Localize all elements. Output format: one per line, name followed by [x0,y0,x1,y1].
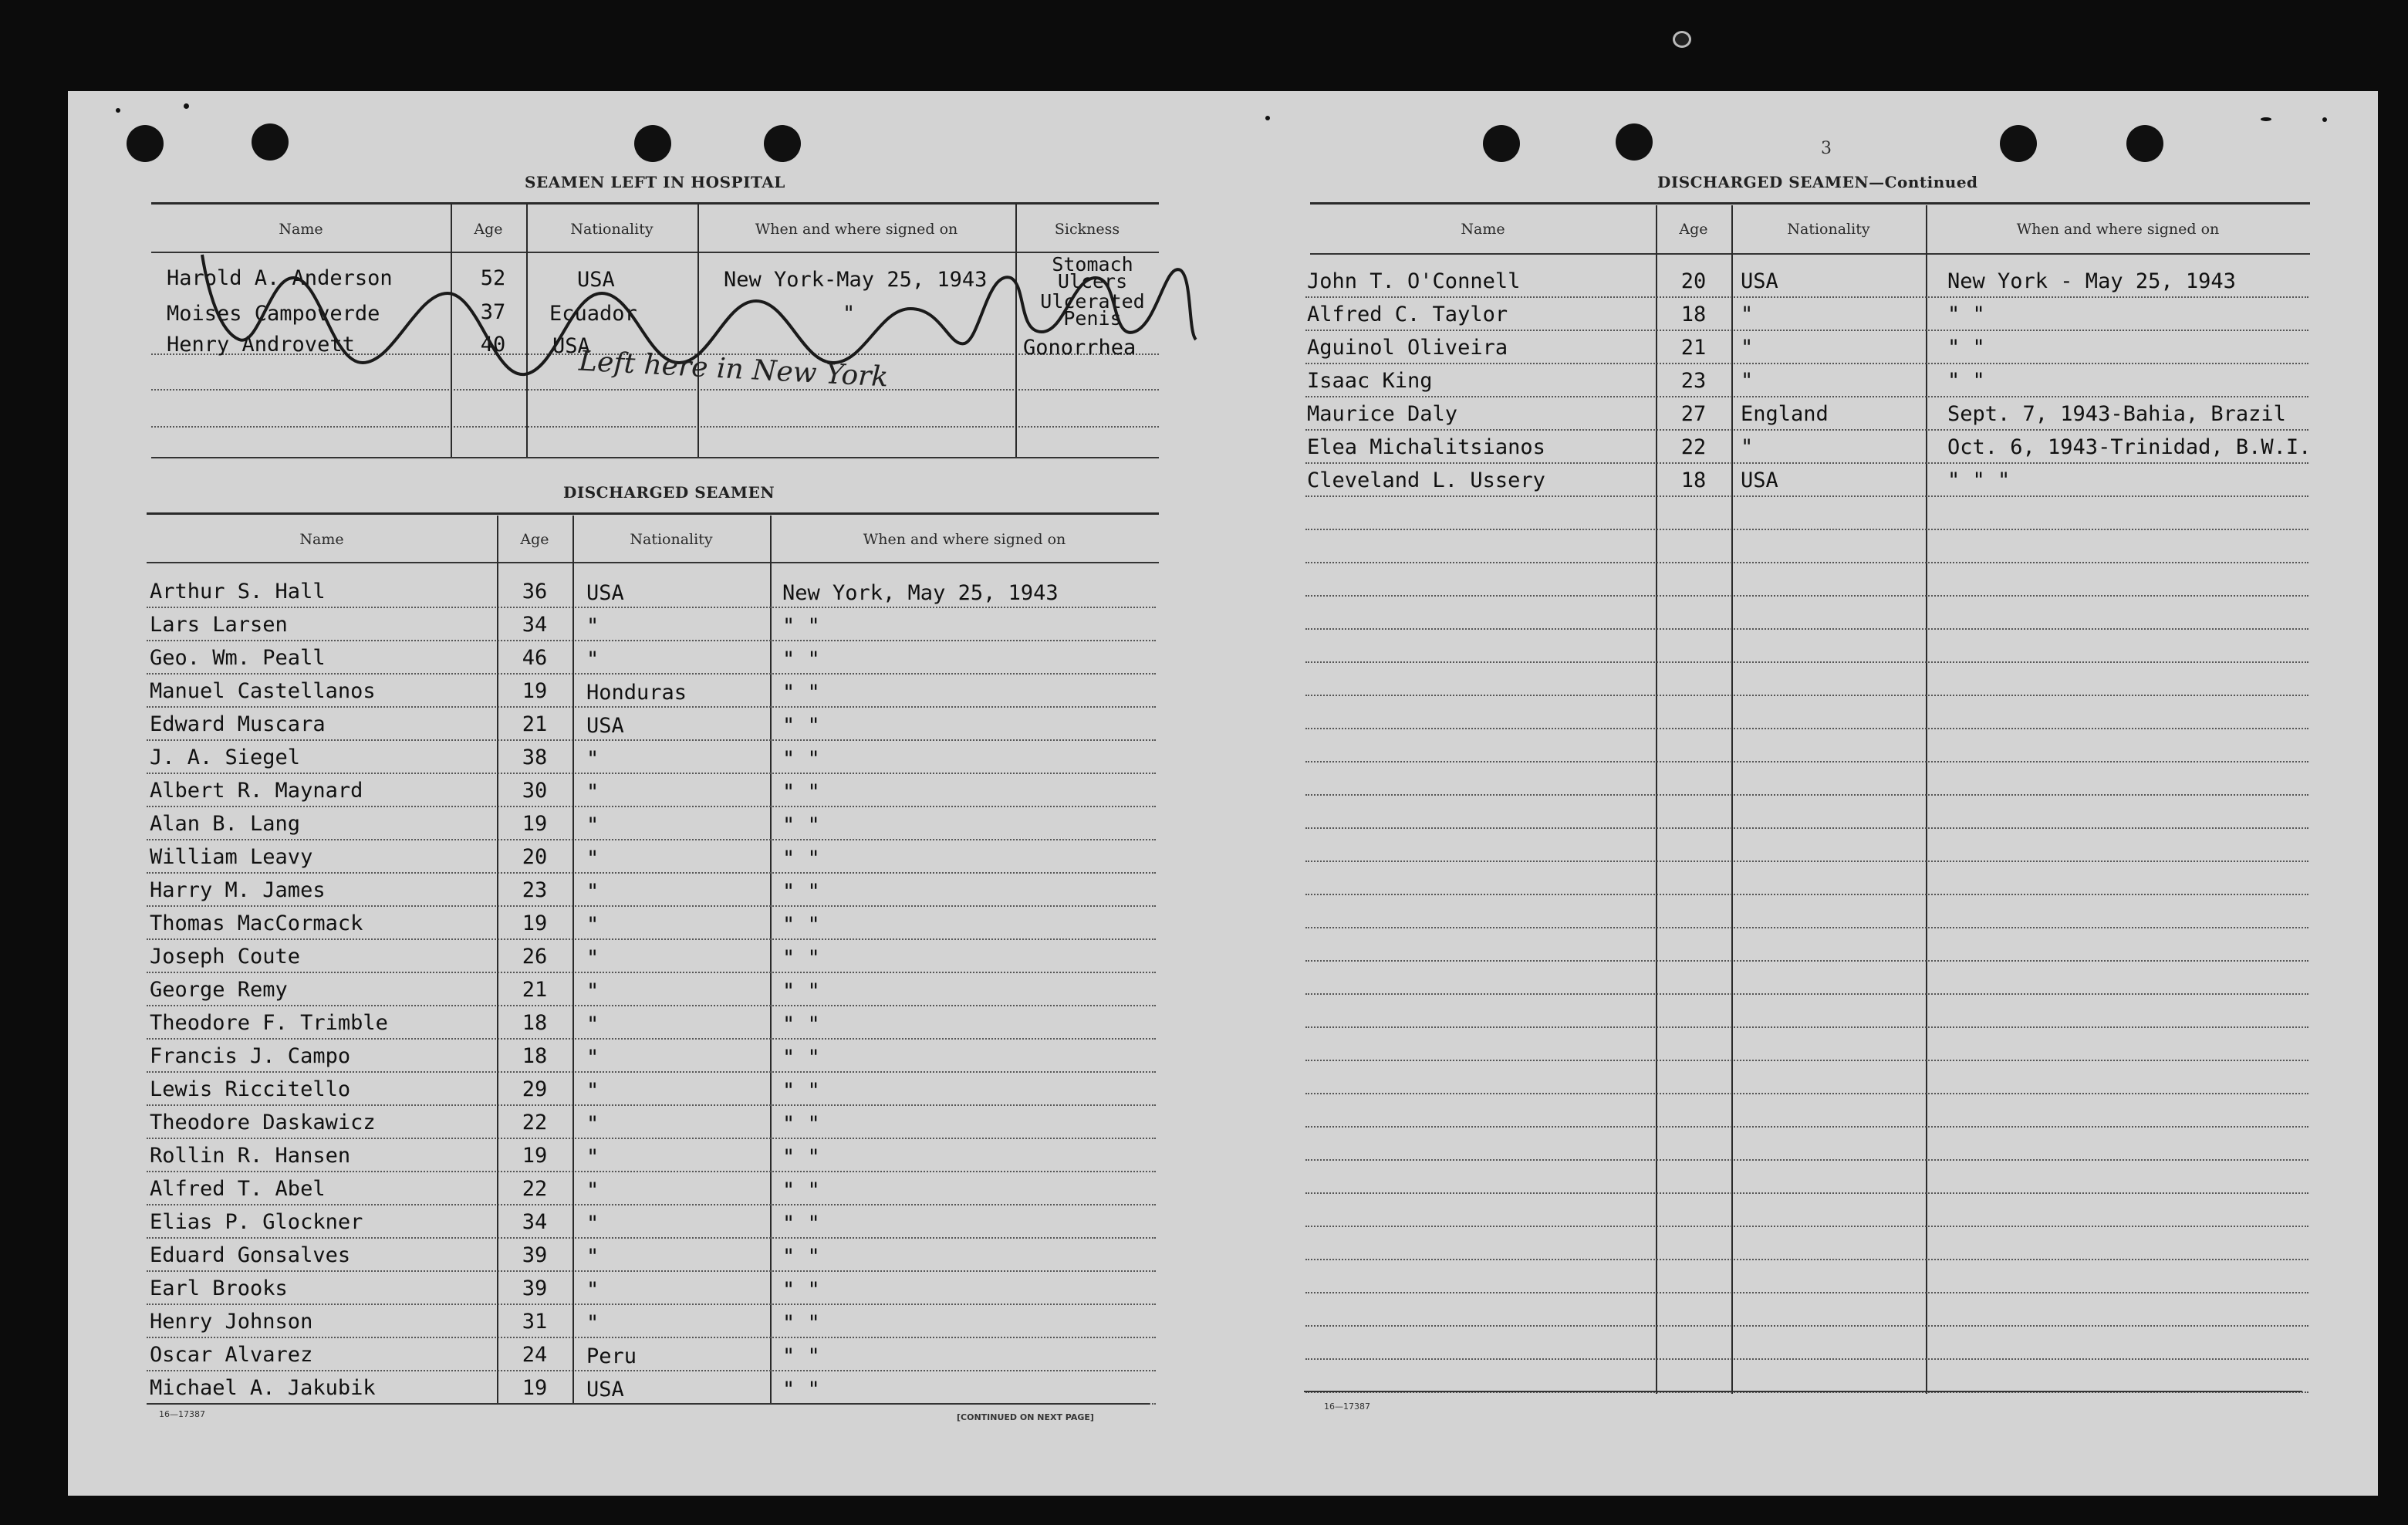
dotted-rule [147,806,1156,807]
discharged-name: Henry Johnson [150,1310,313,1334]
dotted-rule [1305,661,2308,663]
discharged-name: Eduard Gonsalves [150,1243,351,1267]
handwritten-note: Left here in New York [578,345,890,394]
dotted-rule [1305,894,2308,895]
speck [2322,117,2327,122]
dotted-rule [147,1038,1156,1040]
dotted-rule [1305,1060,2308,1061]
col-header-nationality: Nationality [630,531,713,548]
discharged-age: 22 [522,1111,548,1134]
discharged-age: 19 [522,1376,548,1400]
dotted-rule [1305,1026,2308,1028]
dotted-rule [147,872,1156,874]
discharged-name: Elias P. Glockner [150,1210,363,1234]
col-header-age: Age [520,531,549,548]
dotted-rule [147,673,1156,675]
discharged-nationality: " [586,946,599,970]
discharged-signed: " " [782,1013,820,1036]
discharged-signed: " " [782,946,820,970]
hospital-nationality: USA [552,334,590,358]
dotted-rule [1305,1226,2308,1227]
dotted-rule [1305,296,2308,298]
discharged-age: 21 [522,712,548,736]
discharged-age: 38 [522,746,548,769]
dotted-rule [1305,695,2308,696]
dotted-rule [1305,396,2308,397]
discharged-signed: New York, May 25, 1943 [782,581,1059,605]
discharged-name: Cleveland L. Ussery [1307,468,1545,492]
discharged-name: Theodore Daskawicz [150,1111,376,1134]
discharged-signed: " " [782,913,820,937]
discharged-name: George Remy [150,978,288,1002]
hospital-name: Harold A. Anderson [167,266,393,290]
punch-hole [127,125,164,162]
discharged-name: Rollin R. Hansen [150,1144,351,1168]
hospital-signed: " [843,302,856,326]
dotted-rule [1305,1292,2308,1293]
discharged-name: Lars Larsen [150,613,288,637]
discharged-nationality: " [586,880,599,904]
discharged-nationality: USA [586,1378,624,1402]
discharged-age: 22 [522,1177,548,1201]
dotted-rule [147,1270,1156,1272]
discharged-age: 31 [522,1310,548,1334]
dotted-rule [147,1138,1156,1139]
dotted-rule [1305,861,2308,862]
discharged-nationality: " [586,1046,599,1070]
discharged-age: 18 [522,1011,548,1035]
discharged-nationality: " [586,648,599,671]
discharged-name: Alan B. Lang [150,812,301,836]
discharged-nationality: " [586,747,599,771]
dotted-rule [1305,1126,2308,1128]
discharged-signed: " " [782,614,820,638]
discharged-nationality: " [586,1245,599,1269]
hospital-name: Moises Campoverde [167,302,380,326]
discharged-name: Thomas MacCormack [150,911,363,935]
rule [1310,253,2310,255]
rule [147,562,1159,563]
discharged-age: 23 [522,878,548,902]
col-header-signed: When and where signed on [755,221,958,238]
discharged-signed: " " [782,1311,820,1335]
discharged-signed: " " [782,714,820,738]
dotted-rule [1305,1192,2308,1194]
dotted-rule [147,972,1156,973]
discharged-signed: " " [782,1344,820,1368]
column-rule [1731,205,1733,1394]
punch-hole [2126,125,2163,162]
discharged-age: 23 [1680,369,1707,393]
dotted-rule [147,706,1156,708]
col-header-age: Age [474,221,503,238]
discharged-nationality: USA [586,714,624,738]
hospital-age: 37 [480,300,506,324]
dotted-rule [147,1104,1156,1106]
discharged-signed: " " " [1947,468,2011,492]
discharged-age: 34 [522,1210,548,1234]
dotted-rule [1305,794,2308,796]
discharged-signed: " " [782,1245,820,1269]
discharged-signed: " " [1947,303,1985,326]
discharged-signed: " " [782,1378,820,1402]
discharged-signed: " " [782,1046,820,1070]
rule [151,202,1159,205]
discharged-nationality: " [1741,435,1754,459]
col-header-age: Age [1679,221,1708,238]
speck [184,103,189,109]
col-header-name: Name [1461,221,1505,238]
discharged-section-title: DISCHARGED SEAMEN [563,483,775,502]
hospital-signed: New York-May 25, 1943 [724,268,988,292]
discharged-nationality: " [586,979,599,1003]
discharged-nationality: Honduras [586,681,687,705]
discharged-nationality: " [586,1178,599,1202]
hospital-sickness: Ulcerated Penis [1040,290,1145,330]
discharged-signed: " " [782,747,820,771]
dotted-rule [1305,761,2308,762]
page-number: 3 [1821,139,1832,158]
rule [151,457,1159,458]
discharged-name: Theodore F. Trimble [150,1011,388,1035]
hospital-name: Henry Androvett [167,333,355,357]
discharged-age: 18 [522,1044,548,1068]
form-number: 16—17387 [159,1409,205,1419]
discharged-name: Arthur S. Hall [150,580,326,604]
discharged-name: Alfred T. Abel [150,1177,326,1201]
column-rule [1926,205,1927,1394]
discharged-nationality: Peru [586,1344,637,1368]
discharged-age: 19 [522,812,548,836]
discharged-signed: New York - May 25, 1943 [1947,269,2236,293]
discharged-age: 29 [522,1077,548,1101]
dotted-rule [1305,1259,2308,1260]
dotted-rule [1305,728,2308,729]
speck [1265,116,1270,120]
discharged-name: Aguinol Oliveira [1307,336,1508,360]
dotted-rule [1305,993,2308,995]
discharged-nationality: " [586,1013,599,1036]
discharged-age: 27 [1680,402,1707,426]
dotted-rule [1305,827,2308,829]
dotted-rule [1305,529,2308,530]
hospital-sickness: Stomach Ulcers [1052,253,1133,292]
discharged-nationality: " [1741,303,1754,326]
dotted-rule [147,839,1156,840]
dotted-rule [1305,462,2308,464]
dotted-rule [147,1237,1156,1239]
dotted-rule [147,640,1156,641]
rule [147,512,1159,515]
discharged-age: 24 [522,1343,548,1367]
dotted-rule [1305,1325,2308,1327]
discharged-name: Edward Muscara [150,712,326,736]
dotted-rule [147,739,1156,741]
speck [2261,117,2271,121]
dotted-rule [151,426,1159,428]
dotted-rule [147,1204,1156,1205]
discharged-age: 21 [1680,336,1707,360]
punch-hole [2000,125,2037,162]
dotted-rule [147,607,1156,608]
dotted-rule [147,1337,1156,1338]
discharged-nationality: " [1741,336,1754,360]
rule [147,1403,1150,1405]
discharged-signed: " " [782,1112,820,1136]
punch-hole [1483,125,1520,162]
discharged-name: Manuel Castellanos [150,679,376,703]
discharged-nationality: " [586,1145,599,1169]
discharged-signed: " " [782,979,820,1003]
col-header-name: Name [299,531,344,548]
discharged-nationality: " [586,1278,599,1302]
dotted-rule [1305,960,2308,962]
discharged-name: Michael A. Jakubik [150,1376,376,1400]
hospital-nationality: Ecuador [549,302,637,326]
discharged-age: 30 [522,779,548,803]
discharged-signed: " " [782,1079,820,1103]
hospital-age: 52 [480,266,506,290]
punch-hole [252,123,289,161]
dotted-rule [147,1071,1156,1073]
discharged-signed: " " [782,1278,820,1302]
discharged-signed: " " [782,648,820,671]
col-header-nationality: Nationality [1787,221,1870,238]
discharged-age: 21 [522,978,548,1002]
discharged-age: 26 [522,945,548,969]
punch-hole [1616,123,1653,161]
dotted-rule [147,905,1156,907]
dotted-rule [1305,429,2308,431]
discharged-name: Lewis Riccitello [150,1077,351,1101]
col-header-signed: When and where signed on [2016,221,2220,238]
rule [1310,202,2310,205]
dotted-rule [1305,562,2308,563]
col-header-nationality: Nationality [570,221,654,238]
col-header-name: Name [279,221,323,238]
discharged-name: Earl Brooks [150,1276,288,1300]
discharged-nationality: " [586,1311,599,1335]
discharged-nationality: " [586,1079,599,1103]
dotted-rule [147,773,1156,774]
punch-hole [634,125,671,162]
discharged-signed: " " [782,880,820,904]
punch-hole [764,125,801,162]
discharged-nationality: England [1741,402,1829,426]
discharged-signed: " " [782,681,820,705]
discharged-signed: " " [782,780,820,804]
discharged-name: John T. O'Connell [1307,269,1521,293]
discharged-signed: " " [782,847,820,871]
discharged-age: 18 [1680,468,1707,492]
dotted-rule [147,1005,1156,1006]
discharged-age: 22 [1680,435,1707,459]
discharged-nationality: " [586,1112,599,1136]
dotted-rule [1305,363,2308,364]
dotted-rule [147,1171,1156,1172]
dotted-rule [147,1370,1156,1371]
discharged-name: Joseph Coute [150,945,301,969]
dotted-rule [1305,1159,2308,1161]
discharged-nationality: USA [1741,468,1778,492]
discharged-age: 19 [522,1144,548,1168]
discharged-signed: " " [782,813,820,837]
discharged-age: 34 [522,613,548,637]
discharged-age: 39 [522,1243,548,1267]
dotted-rule [1305,628,2308,630]
discharged-name: Geo. Wm. Peall [150,646,326,670]
discharged-signed: " " [782,1212,820,1236]
dotted-rule [1305,595,2308,597]
discharged-name: Oscar Alvarez [150,1343,313,1367]
discharged-signed: Oct. 6, 1943-Trinidad, B.W.I. [1947,435,2312,459]
discharged-signed: Sept. 7, 1943-Bahia, Brazil [1947,402,2286,426]
discharged-name: J. A. Siegel [150,746,301,769]
rule [1304,1391,2302,1392]
dotted-rule [147,1304,1156,1305]
discharged-signed: " " [782,1145,820,1169]
discharged-nationality: " [586,1212,599,1236]
discharged-name: Elea Michalitsianos [1307,435,1545,459]
discharged-name: William Leavy [150,845,313,869]
discharged-nationality: " [586,813,599,837]
discharged-age: 20 [1680,269,1707,293]
discharged-age: 19 [522,679,548,703]
discharged-name: Alfred C. Taylor [1307,303,1508,326]
col-header-sickness: Sickness [1054,221,1120,238]
discharged-age: 18 [1680,303,1707,326]
dotted-rule [147,938,1156,940]
discharged-age: 36 [522,580,548,604]
discharged-age: 46 [522,646,548,670]
dotted-rule [1305,1093,2308,1094]
discharged-signed: " " [782,1178,820,1202]
hospital-sickness: Gonorrhea [1023,336,1136,360]
discharged-nationality: USA [1741,269,1778,293]
hospital-nationality: USA [577,268,615,292]
discharged-continued-title: DISCHARGED SEAMEN—Continued [1657,173,1978,191]
discharged-age: 19 [522,911,548,935]
hospital-age: 40 [480,333,506,357]
discharged-nationality: USA [586,581,624,605]
discharged-name: Francis J. Campo [150,1044,351,1068]
speck [116,108,120,113]
discharged-nationality: " [586,847,599,871]
discharged-signed: " " [1947,369,1985,393]
hospital-section-title: SEAMEN LEFT IN HOSPITAL [525,173,785,191]
dotted-rule [1305,495,2308,497]
discharged-name: Albert R. Maynard [150,779,363,803]
discharged-age: 39 [522,1276,548,1300]
discharged-name: Maurice Daly [1307,402,1458,426]
discharged-name: Harry M. James [150,878,326,902]
form-number: 16—17387 [1324,1402,1370,1412]
discharged-name: Isaac King [1307,369,1433,393]
continued-note: [CONTINUED ON NEXT PAGE] [957,1412,1094,1422]
col-header-signed: When and where signed on [863,531,1066,548]
dotted-rule [1305,1358,2308,1360]
discharged-nationality: " [586,780,599,804]
dotted-rule [1305,927,2308,928]
discharged-nationality: " [586,614,599,638]
speck [1673,31,1691,48]
discharged-age: 20 [522,845,548,869]
discharged-signed: " " [1947,336,1985,360]
discharged-nationality: " [1741,369,1754,393]
discharged-nationality: " [586,913,599,937]
dotted-rule [1305,330,2308,331]
